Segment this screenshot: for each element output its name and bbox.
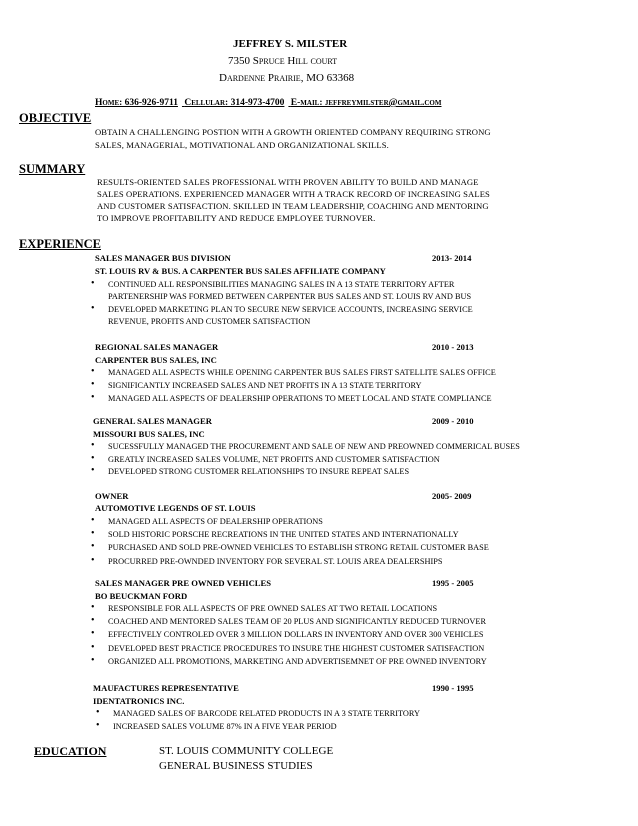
job-bullet: • CONTINUED ALL RESPONSIBILITIES MANAGING SALES IN A 13 STATE TERRITORY AFTER <box>108 280 454 289</box>
summary-line: SALES OPERATIONS. EXPERIENCED MANAGER WITH A TRACK RECORD OF INCREASING SALES <box>97 189 490 199</box>
job-title: SALES MANAGER PRE OWNED VEHICLES <box>95 578 272 588</box>
summary-heading: SUMMARY <box>19 162 86 176</box>
job-bullet: • ORGANIZED ALL PROMOTIONS, MARKETING AND ADVERTISEMNET OF PRE OWNED INVENTORY <box>108 657 487 666</box>
job-bullet: • INCREASED SALES VOLUME 87% IN A FIVE YEAR PERIOD <box>113 722 337 731</box>
education-school: ST. LOUIS COMMUNITY COLLEGE <box>159 745 334 757</box>
job-dates: 1995 - 2005 <box>432 578 474 588</box>
summary-line: TO IMPROVE PROFITABILITY AND REDUCE EMPLOYEE TURNOVER. <box>97 213 376 223</box>
job-title: OWNER <box>95 491 129 501</box>
address-line-1: 7350 Spruce Hill court <box>228 55 338 67</box>
job-bullet: • EFFECTIVELY CONTROLED OVER 3 MILLION DOLLARS IN INVENTORY AND OVER 300 VEHICLES <box>108 630 484 639</box>
cell-phone: Cellular: 314-973-4700 <box>184 98 285 108</box>
education-program: GENERAL BUSINESS STUDIES <box>159 760 313 772</box>
job-bullet: • MANAGED ALL ASPECTS WHILE OPENING CARPENTER BUS SALES FIRST SATELLITE SALES OFFICE <box>108 368 496 377</box>
job-company: ST. LOUIS RV & BUS. A CARPENTER BUS SALES AFFILIATE COMPANY <box>95 266 386 276</box>
job-company: BO BEUCKMAN FORD <box>95 591 188 601</box>
job-dates: 2009 - 2010 <box>432 416 474 426</box>
job-dates: 2010 - 2013 <box>432 342 474 352</box>
objective-line: SALES, MANAGERIAL, MOTIVATIONAL AND ORGANIZATIONAL SKILLS. <box>95 140 389 150</box>
job-bullet: • MANAGED ALL ASPECTS OF DEALERSHIP OPERATIONS <box>108 517 323 526</box>
job-title: REGIONAL SALES MANAGER <box>95 342 219 352</box>
job-title: GENERAL SALES MANAGER <box>93 416 212 426</box>
job-bullet-continuation: REVENUE, PROFITS AND CUSTOMER SATISFACTION <box>108 317 311 326</box>
job-title: SALES MANAGER BUS DIVISION <box>95 253 231 263</box>
objective-heading: OBJECTIVE <box>19 111 92 125</box>
job-bullet: • MANAGED SALES OF BARCODE RELATED PRODUCTS IN A 3 STATE TERRITORY <box>113 709 420 718</box>
job-company: CARPENTER BUS SALES, INC <box>95 355 217 365</box>
job-bullet: • GREATLY INCREASED SALES VOLUME, NET PROFITS AND CUSTOMER SATISFACTION <box>108 455 440 464</box>
summary-line: AND CUSTOMER SATISFACTION. SKILLED IN TEAM LEADERSHIP, COACHING AND MENTORING <box>97 201 489 211</box>
job-bullet: • MANAGED ALL ASPECTS OF DEALERSHIP OPERATIONS TO MEET LOCAL AND STATE COMPLIANCE <box>108 394 492 403</box>
job-bullet: • SUCESSFULLY MANAGED THE PROCUREMENT AND SALE OF NEW AND PREOWNED COMMERICAL BUSES <box>108 442 520 451</box>
job-bullet: • DEVELOPED MARKETING PLAN TO SECURE NEW SERVICE ACCOUNTS, INCREASING SERVICE <box>108 305 473 314</box>
education-heading: EDUCATION <box>34 744 107 758</box>
home-phone: Home: 636-926-9711 <box>95 98 178 108</box>
job-bullet-continuation: PARTENERSHIP WAS FORMED BETWEEN CARPENTER BUS SALES AND ST. LOUIS RV AND BUS <box>108 292 472 301</box>
job-bullet: • DEVELOPED BEST PRACTICE PROCEDURES TO INSURE THE HIGHEST CUSTOMER SATISFACTION <box>108 644 484 653</box>
job-bullet: • PROCURRED PRE-OWNDED INVENTORY FOR SEVERAL ST. LOUIS AREA DEALERSHIPS <box>108 557 442 566</box>
job-company: MISSOURI BUS SALES, INC <box>93 429 205 439</box>
job-company: IDENTATRONICS INC. <box>93 696 185 706</box>
job-title: MAUFACTURES REPRESENTATIVE <box>93 683 239 693</box>
job-bullet: • PURCHASED AND SOLD PRE-OWNED VEHICLES TO ESTABLISH STRONG RETAIL CUSTOMER BASE <box>108 543 489 552</box>
contact-line <box>95 98 445 108</box>
job-bullet: • COACHED AND MENTORED SALES TEAM OF 20 PLUS AND SIGNIFICANTLY REDUCED TURNOVER <box>108 617 486 626</box>
summary-line: RESULTS-ORIENTED SALES PROFESSIONAL WITH PROVEN ABILITY TO BUILD AND MANAGE <box>97 177 479 187</box>
email-link[interactable]: E-mail: jeffreymilster@gmail.com <box>290 98 442 108</box>
job-dates: 1990 - 1995 <box>432 683 474 693</box>
job-bullet: • RESPONSIBLE FOR ALL ASPECTS OF PRE OWNED SALES AT TWO RETAIL LOCATIONS <box>108 604 437 613</box>
objective-line: OBTAIN A CHALLENGING POSTION WITH A GROWTH ORIENTED COMPANY REQUIRING STRONG <box>95 127 491 137</box>
address-line-2: Dardenne Prairie, MO 63368 <box>219 72 355 84</box>
resume-name: JEFFREY S. MILSTER <box>233 38 348 50</box>
job-bullet: • DEVELOPED STRONG CUSTOMER RELATIONSHIPS TO INSURE REPEAT SALES <box>108 467 409 476</box>
job-dates: 2013- 2014 <box>432 253 472 263</box>
job-dates: 2005- 2009 <box>432 491 472 501</box>
job-company: AUTOMOTIVE LEGENDS OF ST. LOUIS <box>95 503 256 513</box>
job-bullet: • SOLD HISTORIC PORSCHE RECREATIONS IN THE UNITED STATES AND INTERNATIONALLY <box>108 530 459 539</box>
job-bullet: • SIGNIFICANTLY INCREASED SALES AND NET PROFITS IN A 13 STATE TERRITORY <box>108 381 422 390</box>
experience-heading: EXPERIENCE <box>19 237 101 251</box>
